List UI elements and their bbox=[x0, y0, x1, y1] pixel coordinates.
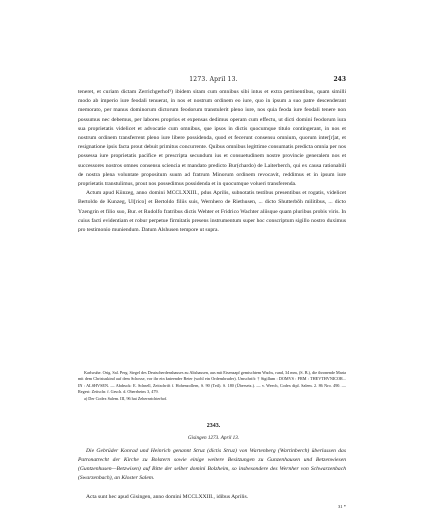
closing-line: Acta sunt hec apud Gisingen, anno domini MCCLXXIII., idibus Aprilis. bbox=[86, 494, 249, 500]
page-header-title: 1273. April 13. bbox=[189, 76, 238, 83]
main-text-block bbox=[78, 88, 346, 235]
document-place-date: Gisingen 1273. April 13. bbox=[187, 435, 240, 441]
signature-mark: 31 * bbox=[337, 504, 346, 509]
document-closing bbox=[78, 493, 346, 502]
page-number: 243 bbox=[333, 76, 346, 83]
document-number: 2343. bbox=[206, 423, 221, 429]
footnote-a: a) Der Codex Salem. III, 96 hat Zehernrichterhof. bbox=[84, 395, 168, 401]
footnotes-block bbox=[78, 370, 346, 402]
source-note: Karlsruhe. Orig. Sal. Perg. Siegel des Deutscherdenshauses zu Altshausen, aus mit Eisenzapf gemischtem Wachs, rund, 34 mm, (S. B.), die thronende Maria mit dem Christuskind auf dem Schosse, vor ihr ein knieender Beter (wohl ein Ordensbruder). Umschrift: † Sigillum : DOMVS : FRM : THEVTHVNICOR... IN : ALSHVSEN. — Abdruck: E. Schnell, Zeitschrift f. Hohenzollern, S. 90 (Teil). S. 180 (Übersetz.). — v. Weech, Codex dipl. Salem. 2. 86 Nro. 490. — Regest: Zeitschr. f. Gesch. d. Oberrheins 3, 479. bbox=[78, 370, 346, 395]
main-paragraph-2: Actum apud Künzeg, anno domini MCCLXXIII., pdus Aprilis, subnotatis testibus presentibus et rogatis, videlicet Bertoldo de Kunzeg, Ul[rico] et Bertoldo filiis suis, Wernhero de Riethusen, ... dicto Shutterbǒh militibus, ... dicto Yzengrin et filio suo, Bur. et Rudolfo fratribus dictis Wehter et Fridrico Wachter aliisque quam pluribus probis viris. In cuius facti evidentiam et robur perpetue firmitatis presens instrumentum super hoc conscriptum sigillo nostro duximus pro testimonio muniendum. Datum Alshusen tempore ut supra. bbox=[78, 190, 346, 234]
main-paragraph-1: teneret, et curiam dictam Zerrichgerhof¹) ibidem sitam cum omnibus sibi intus et extra pertinentibus, quam similli modo ab imperio iure feodali tenuerat, in nos et nostrum ordinem eo iure, quo in ipsum a suo patre descenderant memorato, per manus dominorum dictorum feodorum transtulerit pleno iure, nos quia feoda iure feodali tenere non possumus nec debemus, per labores proprios et expensas dedimus operam cum effectu, ut dicti domini feodorum iura sua proprietatis videlicet et advocatie cum omnibus, que ipsos in dictis quocumque titulo contingerant, in nos et nostrum ordinem transferrent pleno iure libere possidenda, quod et fecerunt consensu omnium, quorum inter[r]at, et resignatione ipsis facta prout debuit primitus concurrente. Quibus omnibus legittime consumatis predicta omnia per nos possessa iure proprietatis pacifice et prescripta secundum ius et consuetudinem nostre provincie generalem nos et successores nostros omnes consensu sciencia et mandato predicto Bur(chardo) de Laiterberch, qui ex causa rationabili de nostra plena voluntate propositum suum ad fratrum Minorum ordinem revocavit, reddimus et in ipsum iure proprietatis transtulimus, prout nos possedimus possidenda et in quocumque volueri transferenda. bbox=[78, 89, 346, 188]
summary-paragraph: Die Gebrüder Konrad und Heinrich genannt Struz (dictis Struz) von Wartenberg (Wartinberch) überlassen das Patronatrecht der Kirche zu Bolstern sowie einige weitere Besitzungen zu Gunzenhausen und Betzenwiesen (Guntzenhusen—Betzwisen) auf Bitte der selber domini Bolzheim, so insbesondere des Wernher von Schwarzenbach (Swarzenbach), an Kloster Salem. bbox=[78, 448, 346, 481]
document-summary bbox=[78, 447, 346, 483]
